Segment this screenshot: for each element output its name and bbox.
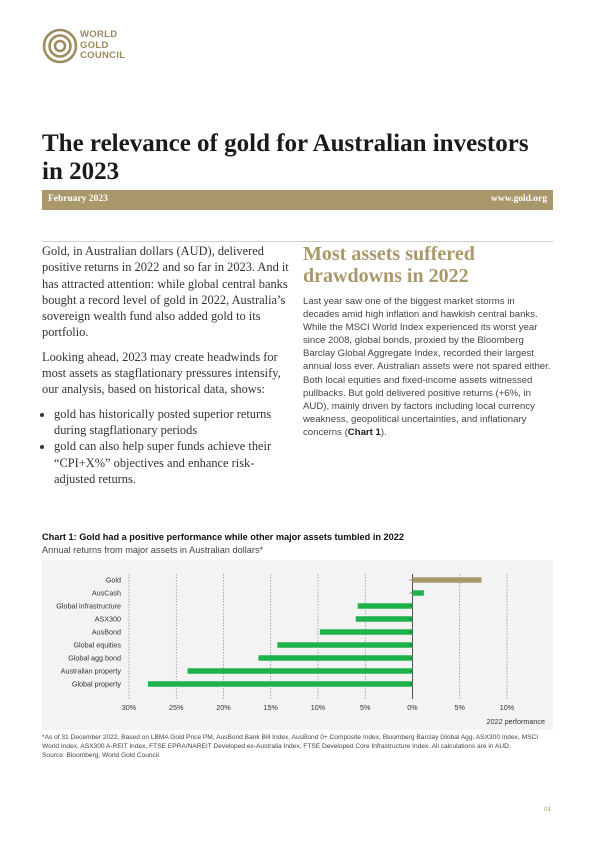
footnote: *As of 31 December 2022. Based on LBMA Gold Price PM, AusBond Bank Bill Index, AusBond 0+ Composite Index, Bloomberg Barclay Global Agg, ASX300 Index, MSCI World Index, ASX300 A-REIT Index, FTSE EPRA/NAREIT Developed ex-Australia Index, FTSE Developed Core Infrastructure Index. All calculations are in AUD. Source: Bloomberg, World Gold Council [42, 734, 539, 760]
section-heading: Most assets suffered drawdowns in 2022 [303, 243, 475, 287]
returns-bar-chart [42, 560, 553, 730]
page-number: 01 [544, 806, 552, 813]
x-tick-label: 5% [454, 703, 465, 712]
legend-label: 2022 performance [486, 717, 545, 726]
category-label: AusCash [91, 588, 121, 598]
x-tick-label: 0% [407, 703, 418, 712]
bar-global-property [148, 681, 413, 687]
bar-asx300 [356, 616, 413, 622]
x-tick-label: 10% [499, 703, 515, 712]
category-label: Australian property [60, 666, 121, 676]
chart-reference-link[interactable]: Chart 1 [347, 426, 381, 438]
website-link[interactable]: www.gold.org [491, 194, 547, 204]
report-date: February 2023 [48, 194, 108, 204]
bar-global-infrastructure [358, 603, 413, 609]
section-body: Last year saw one of the biggest market storms in decades amid high inflation and hawkish central banks. While the MSCI World Index experienced its worst year since 2008, global bonds, proxied by the Bloomberg Barclay Global Aggregate Index, recorded their largest annual loss ever. Australian assets were not spared either. Both local equities and fixed-income assets witnessed pullbacks. But gold delivered positive returns (+6%, in AUD), mainly driven by factors including local currency weakness, geopolitical uncertainties, and inflationary concerns (Chart 1). [303, 296, 551, 438]
chart-area [42, 560, 553, 730]
x-tick-label: 10% [310, 703, 326, 712]
logo-wordmark: WORLD GOLD COUNCIL [80, 29, 126, 61]
header-band [42, 190, 553, 210]
bar-gold [413, 577, 482, 583]
bar-global-agg-bond [258, 655, 412, 661]
bar-australian-property [188, 668, 413, 674]
category-label: Global infrastructure [56, 601, 121, 611]
x-tick-label: 25% [169, 703, 184, 712]
x-tick-label: 15% [263, 703, 278, 712]
bar-global-equities [277, 642, 412, 648]
chart-subtitle: Annual returns from major assets in Australian dollars* [42, 545, 264, 555]
intro-column [42, 243, 292, 487]
page-title: The relevance of gold for Australian investors in 2023 [42, 130, 529, 185]
intro-paragraph: Gold, in Australian dollars (AUD), delivered positive returns in 2022 and so far in 2023. And it has attracted attention: while global central banks bought a record level of gold in 2022, Australia’s sovereign wealth fund also added gold to its portfolio. [42, 244, 289, 340]
category-label: AusBond [91, 627, 121, 637]
bar-ausbond [320, 629, 413, 635]
list-item: • gold can also help super funds achieve their “CPI+X%” objectives and enhance risk-adjusted returns. [54, 438, 292, 487]
list-item: • gold has historically posted superior returns during stagflationary periods [54, 406, 292, 439]
category-label: Global equities [73, 640, 121, 650]
category-label: ASX300 [94, 614, 121, 624]
x-tick-label: 5% [360, 703, 371, 712]
category-label: Global property [71, 679, 121, 689]
category-label: Global agg bond [68, 653, 121, 663]
x-tick-label: 30% [121, 703, 137, 712]
key-points-list [42, 406, 292, 487]
chart-title: Chart 1: Gold had a positive performance while other major assets tumbled in 2022 [42, 532, 404, 542]
divider [42, 241, 553, 242]
category-label: Gold [105, 575, 121, 585]
wgc-logo-icon [42, 28, 78, 64]
intro-paragraph: Looking ahead, 2023 may create headwinds for most assets as stagflationary pressures intensify, our analysis, based on historical data, shows: [42, 349, 281, 397]
x-tick-label: 20% [216, 703, 231, 712]
bar-auscash [413, 590, 424, 596]
